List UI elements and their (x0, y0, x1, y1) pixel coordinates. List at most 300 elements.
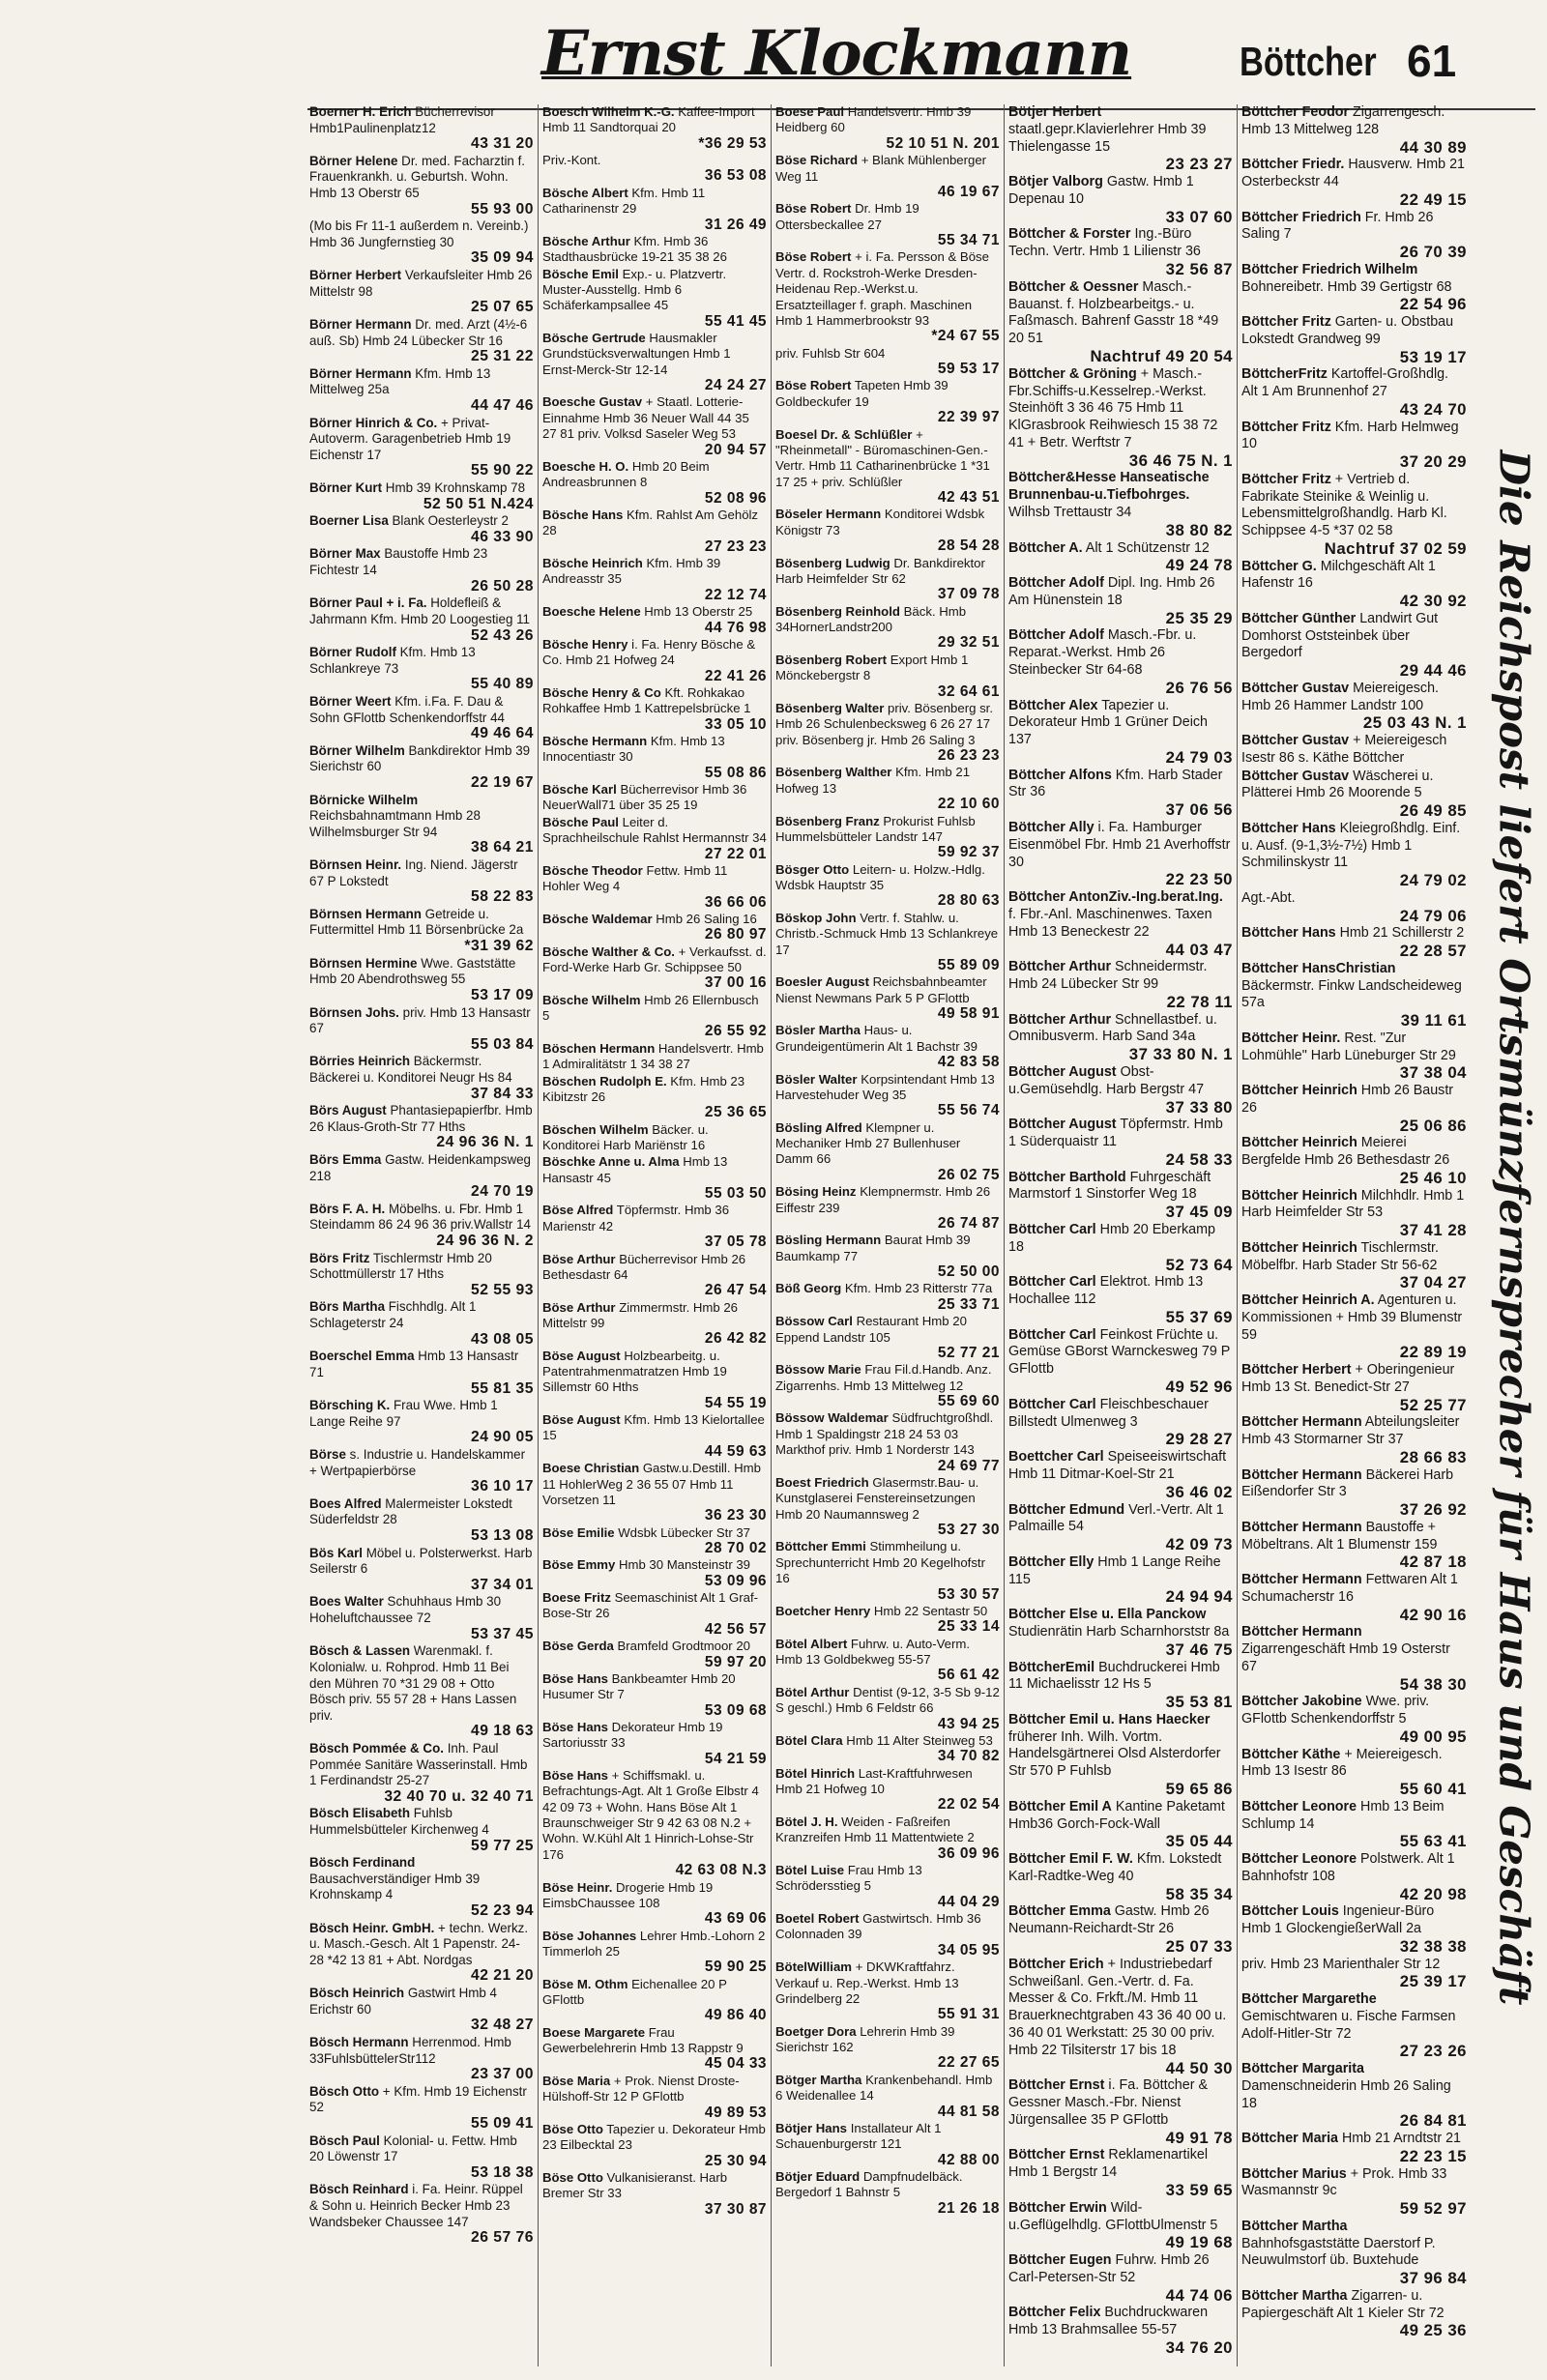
entry-description: Tapezier u. Dekorateur Hmb 23 Eilbecktal 23 (542, 2121, 766, 2153)
entry-name: Böttcher HansChristian (1241, 960, 1396, 976)
entry-phone: 26 50 28 (470, 577, 534, 595)
entry-description: Schneidermstr. Hmb 24 Lübecker Str 99 (1008, 959, 1208, 993)
entry-description: Wäscherei u. Plätterei Hmb 26 Moorende 5 (1241, 768, 1434, 801)
entry-description: Wild-u.Geflügelhdlg. GFlottbUlmenstr 5 (1008, 2199, 1218, 2233)
entry-description: Inh. Paul Pommée Sanitäre Wasserinstall. Hmb 1 Ferdinandstr 25-27 (309, 1740, 528, 1788)
entry-phone: 33 07 60 (1165, 207, 1233, 226)
entry-description: Schuhhaus Hmb 30 Hoheluftchaussee 72 (309, 1594, 502, 1626)
entry-phone: 55 08 86 (704, 764, 767, 781)
entry-phone: 52 50 51 N.424 (423, 495, 534, 512)
directory-entry (1008, 820, 1233, 888)
entry-name: Bötjer Herbert (1008, 104, 1102, 120)
entry-name: Bösenberg Walther (775, 765, 892, 780)
directory-entry (1008, 104, 1233, 173)
directory-column-5 (1238, 104, 1471, 2366)
directory-entry (1241, 472, 1467, 558)
directory-entry (1008, 1449, 1233, 1500)
entry-name: Börner Weert (309, 693, 392, 709)
entry-name: Bösch Elisabeth (309, 1806, 411, 1821)
entry-description: Export Hmb 1 Mönckebergstr 8 (775, 652, 969, 683)
entry-phone: 52 25 77 (1399, 1395, 1467, 1414)
entry-phone: 49 19 68 (1165, 2233, 1233, 2252)
entry-name: Boese Christian (542, 1461, 640, 1476)
entry-name: Böttcher Alfons (1008, 767, 1112, 783)
entry-description: Bramfeld Grodtmoor 20 (617, 1639, 750, 1654)
entry-name: Böttcher Erwin (1008, 2199, 1107, 2216)
entry-phone: 43 69 06 (704, 1910, 767, 1928)
entry-description: Bäckermstr. Finkw Landscheideweg 57a (1241, 977, 1462, 1011)
entry-phone: 25 46 10 (1399, 1168, 1467, 1187)
entry-phone: 59 65 86 (1165, 1780, 1233, 1798)
entry-description: Tapezier u. Dekorateur Hmb 1 Grüner Deich 137 (1008, 697, 1209, 748)
entry-phone: 37 46 75 (1165, 1640, 1233, 1659)
directory-entry (542, 1671, 767, 1719)
entry-phone: 36 66 06 (704, 893, 767, 911)
directory-entry (775, 1184, 1000, 1232)
directory-entry (1241, 262, 1467, 313)
directory-entry (775, 2024, 1000, 2072)
entry-description: Reichsbahnbeamter Nienst Newmans Park 5 P GFlottb (775, 974, 987, 1005)
directory-entry (775, 1281, 1000, 1313)
entry-description: i. Fa. Böttcher & Gessner Masch.-Fbr. Nienst Jürgensallee 35 P GFlottb (1008, 2077, 1209, 2128)
section-heading: Böttcher (1240, 39, 1377, 84)
entry-phone: 32 64 61 (937, 682, 1000, 700)
entry-name: Börs Fritz (309, 1250, 370, 1265)
directory-entry (309, 480, 534, 512)
entry-description: + techn. Werkz. u. Masch.-Gesch. Alt 1 Papenstr. 24-28 *42 13 81 + Abt. Nordgas (309, 1920, 529, 1967)
entry-phone: 25 06 86 (1399, 1116, 1467, 1135)
entry-name: Böttcher Emil A (1008, 1798, 1112, 1814)
entry-name: Bösch Hermann (309, 2034, 409, 2049)
directory-entry (775, 1475, 1000, 1539)
entry-description: Fuhrgeschäft Marmstorf 1 Sinstorfer Weg 18 (1008, 1169, 1211, 1203)
entry-name: Börsching K. (309, 1398, 391, 1413)
entry-description: Bankdirektor Hmb 39 Sierichstr 60 (309, 742, 531, 774)
directory-entry (1008, 1554, 1233, 1606)
entry-phone: 55 60 41 (1399, 1780, 1467, 1798)
entry-description: + Masch.-Fbr.Schiffs-u.Kesselrep.-Werkst. Steinhöft 3 36 46 75 Hmb 11 KlGrasbrook Reihwiesch 15 38 72 41 + Betr. Werftstr 7 (1008, 365, 1218, 450)
entry-description: Bäckermstr. Bäckerei u. Konditorei Neugr Hs 84 (309, 1054, 512, 1085)
directory-entry (309, 1005, 534, 1054)
directory-entry (1008, 1660, 1233, 1711)
entry-phone: Nachtruf 37 02 59 (1324, 538, 1467, 558)
entry-name: Bössow Carl (775, 1314, 853, 1329)
directory-entry (1241, 210, 1467, 261)
entry-name: Böß Georg (775, 1281, 842, 1296)
directory-entry (1241, 2288, 1467, 2339)
entry-name: Böttcher August (1008, 1117, 1117, 1133)
entry-description: Hmb 26 Ellernbusch 5 (542, 992, 759, 1024)
entry-description: Dekorateur Hmb 19 Sartoriusstr 33 (542, 1719, 723, 1751)
entry-description: Kolonial- u. Fettw. Hmb 20 Löwenstr 17 (309, 2133, 517, 2164)
entry-phone: 42 87 18 (1399, 1553, 1467, 1572)
entry-phone: 28 80 63 (937, 892, 1000, 910)
entry-name: Böttcher Carl (1008, 1326, 1096, 1343)
entry-phone: 22 89 19 (1399, 1343, 1467, 1362)
entry-name: Bösenberg Reinhold (775, 603, 900, 619)
entry-description: + Vertrieb d. Fabrikate Steinike & Weinlig u. Lebensmittelgroßhandlg. Harb Kl. Schippsee 4-5 *37 02 58 (1241, 471, 1447, 538)
entry-name: BötelWilliam (775, 1959, 853, 1975)
entry-phone: 42 56 57 (704, 1620, 767, 1638)
entry-description: Obst-u.Gemüsehdlg. Harb Bergstr 47 (1008, 1063, 1205, 1097)
directory-entry (542, 685, 767, 733)
entry-description: Hmb 11 Alter Steinweg 53 (846, 1732, 993, 1748)
entry-phone: Nachtruf 49 20 54 (1090, 346, 1233, 365)
entry-phone: 55 81 35 (470, 1379, 534, 1397)
entry-name: Bösger Otto (775, 861, 850, 877)
entry-description: Möbel u. Polsterwerkst. Harb Seilerstr 6 (309, 1545, 533, 1577)
entry-name: Bösch Heinr. GmbH. (309, 1920, 435, 1935)
entry-name: Böttcher Heinrich (1241, 1239, 1357, 1256)
entry-description: Hmb 13 Hansastr 71 (309, 1349, 519, 1379)
entry-phone: 33 05 10 (704, 715, 767, 733)
directory-entry (309, 1054, 534, 1102)
entry-description: Abteilungsleiter Hmb 43 Stormarner Str 37 (1241, 1414, 1460, 1447)
entry-phone: 44 50 30 (1165, 2058, 1233, 2077)
entry-description: Fettwaren Alt 1 Schumacherstr 16 (1241, 1572, 1458, 1605)
directory-entry (309, 645, 534, 693)
entry-description: Last-Kraftfuhrwesen Hmb 21 Hofweg 10 (775, 1765, 973, 1796)
entry-description: Kfm. Rahlst Am Gehölz 28 (542, 507, 759, 538)
entry-name: Böttcher Heinrich (1241, 1135, 1357, 1151)
entry-name: Böttcher Martha (1241, 2218, 1348, 2234)
entry-phone: 55 09 41 (470, 2114, 534, 2132)
directory-entry (309, 595, 534, 644)
entry-phone: 25 31 22 (470, 348, 534, 365)
entry-description: Dr. Bankdirektor Harb Heimfelder Str 62 (775, 555, 985, 586)
entry-name: Bösche Karl (542, 782, 617, 798)
entry-description: Hmb 13 Hansastr 45 (542, 1154, 728, 1185)
directory-entry (1008, 226, 1233, 277)
entry-name: Bötel Clara (775, 1732, 843, 1748)
directory-entry (1241, 1467, 1467, 1519)
entry-name: Bötjer Eduard (775, 2169, 861, 2184)
entry-name: Bösenberg Ludwig (775, 555, 890, 570)
entry-name: Böse Johannes (542, 1928, 637, 1943)
entry-phone: 37 96 84 (1399, 2269, 1467, 2287)
directory-entry (542, 993, 767, 1040)
entry-phone: 55 03 84 (470, 1035, 534, 1053)
directory-entry (1008, 366, 1233, 470)
entry-phone: 26 55 92 (704, 1023, 767, 1040)
entry-phone: 59 52 97 (1399, 2199, 1467, 2218)
directory-entry (1241, 2219, 1467, 2287)
entry-description: Reklamenartikel Hmb 1 Bergstr 14 (1008, 2147, 1209, 2181)
entry-description: Garten- u. Obstbau Lokstedt Grandweg 99 (1241, 314, 1454, 347)
entry-name: Böttcher G. (1241, 558, 1317, 574)
entry-phone: 37 33 80 N. 1 (1128, 1045, 1233, 1064)
entry-description: Leiter d. Sprachheilschule Rahlst Hermannstr 34 (542, 814, 767, 846)
entry-description: priv. Hmb 13 Hansastr 67 (309, 1004, 531, 1036)
entry-name: Boetel Robert (775, 1911, 860, 1926)
directory-entry (309, 1152, 534, 1201)
entry-name: Böttcher Gustav (1241, 680, 1350, 696)
entry-phone: 25 35 29 (1165, 608, 1233, 627)
entry-name: Böttcher Friedr. (1241, 157, 1345, 173)
entry-description: Kantine Paketamt Hmb36 Gorch-Fock-Wall (1008, 1798, 1225, 1832)
entry-description: Prokurist Fuhlsb Hummelsbütteler Landstr 147 (775, 813, 976, 844)
entry-name: Böse Hans (542, 1670, 608, 1686)
entry-description: Wwe. priv. GFlottb Schenkendorffstr 5 (1241, 1694, 1430, 1727)
directory-entry (1008, 1607, 1233, 1658)
entry-name: Böttcher & Gröning (1008, 365, 1137, 382)
entry-name: Böttcher Leonore (1241, 1851, 1357, 1867)
entry-name: Böttcher Carl (1008, 1274, 1096, 1291)
entry-phone: 22 41 26 (704, 667, 767, 684)
directory-entry (775, 249, 1000, 344)
entry-phone: 53 30 57 (937, 1585, 1000, 1603)
entry-name: Böse M. Othm (542, 1976, 628, 1991)
entry-phone: 42 21 20 (470, 1967, 534, 1985)
entry-phone: 59 97 20 (704, 1653, 767, 1670)
entry-phone: 49 00 95 (1399, 1727, 1467, 1746)
directory-entry (1008, 470, 1233, 538)
entry-phone: 34 70 82 (937, 1748, 1000, 1765)
entry-name: Börner Herbert (309, 268, 402, 283)
directory-entry (775, 427, 1000, 507)
entry-description: Kfm. Hmb 23 Kibitzstr 26 (542, 1073, 745, 1104)
directory-entry (1008, 1222, 1233, 1273)
directory-entry (309, 1921, 534, 1985)
directory-entry (542, 331, 767, 393)
entry-description: Baurat Hmb 39 Baumkamp 77 (775, 1233, 971, 1263)
directory-entry (1008, 174, 1233, 225)
entry-description: Studienrätin Harb Scharnhorststr 8a (1008, 1623, 1230, 1640)
entry-phone: 59 77 25 (470, 1837, 534, 1854)
entry-name: Börner Hermann (309, 365, 412, 381)
entry-name: Böse Robert (775, 201, 852, 217)
entry-phone: 49 58 91 (937, 1005, 1000, 1022)
directory-entry (775, 1733, 1000, 1765)
entry-phone: 24 69 77 (937, 1457, 1000, 1474)
entry-name: Böse Emilie (542, 1524, 615, 1540)
entry-name: Börner Kurt (309, 480, 383, 496)
entry-description: Meierei Bergfelde Hmb 26 Bethesdastr 26 (1241, 1135, 1450, 1168)
entry-phone: 37 34 01 (470, 1576, 534, 1593)
directory-entry (542, 912, 767, 943)
entry-name: Böttcher Herbert (1241, 1362, 1352, 1378)
entry-name: Böse Robert (775, 249, 852, 265)
directory-entry (1008, 1502, 1233, 1553)
entry-description: Fleischbeschauer Billstedt Ulmenweg 3 (1008, 1396, 1209, 1430)
entry-description: + Blank Mühlenberger Weg 11 (775, 153, 987, 184)
entry-name: Bös Karl (309, 1545, 364, 1560)
entry-name: Böttcher Leonore (1241, 1798, 1357, 1814)
page-header (0, 0, 1547, 97)
entry-description: Zigarrengesch. Hmb 13 Mittelweg 128 (1241, 104, 1445, 137)
entry-description: Hmb 20 Beim Andreasbrunnen 8 (542, 458, 710, 490)
entry-description: Klempner u. Mechaniker Hmb 27 Bullenhuser Damm 66 (775, 1119, 961, 1167)
entry-description: Agt.-Abt. (1241, 889, 1296, 906)
entry-name: Börs Martha (309, 1299, 386, 1315)
directory-entry (542, 2170, 767, 2218)
directory-entry (775, 1959, 1000, 2023)
entry-phone: 23 37 00 (470, 2066, 534, 2083)
entry-name: Böttcher Elly (1008, 1553, 1095, 1570)
entry-description: Agenturen u. Kommissionen + Hmb 39 Blumenstr 59 (1241, 1292, 1463, 1343)
directory-entry (309, 154, 534, 218)
directory-entry (1241, 611, 1467, 680)
entry-phone: 22 23 50 (1165, 870, 1233, 889)
entry-name: Bötger Martha (775, 2072, 862, 2087)
entry-name: Böschen Rudolph E. (542, 1073, 667, 1088)
directory-entry (1241, 1572, 1467, 1623)
directory-entry (775, 974, 1000, 1022)
directory-entry (1008, 575, 1233, 626)
entry-description: Korpsintendant Hmb 13 Harvestehuder Weg 35 (775, 1071, 995, 1102)
entry-name: Böttcher Adolf (1008, 627, 1104, 644)
entry-name: Böse Hans (542, 1719, 608, 1734)
directory-entry (1008, 1170, 1233, 1221)
directory-entry (1241, 2061, 1467, 2130)
entry-name: Boettcher Carl (1008, 1449, 1104, 1466)
directory-entry (542, 186, 767, 233)
entry-phone: 53 17 09 (470, 986, 534, 1003)
entry-name: Bösling Hermann (775, 1233, 882, 1248)
entry-name: Bösche Waldemar (542, 911, 653, 926)
entry-name: Böschen Hermann (542, 1040, 656, 1056)
entry-description: Hmb 21 Schillerstr 2 (1339, 925, 1465, 942)
entry-phone: 26 70 39 (1399, 243, 1467, 261)
entry-description: Bohnereibetr. Hmb 39 Gertigstr 68 (1241, 278, 1452, 295)
directory-entry (1241, 681, 1467, 732)
entry-description: Restaurant Hmb 20 Eppend Landstr 105 (775, 1314, 967, 1345)
entry-phone: 56 61 42 (937, 1667, 1000, 1684)
directory-entry (542, 1300, 767, 1348)
entry-name: Böse Richard (775, 153, 859, 168)
entry-name: Bösche Emil (542, 266, 619, 281)
entry-description: + Meiereigesch. Hmb 13 Isestr 86 (1241, 1746, 1443, 1780)
entry-name: Böttcher Alex (1008, 697, 1098, 713)
entry-description: Hausverw. Hmb 21 Osterbeckstr 44 (1241, 157, 1465, 189)
directory-entry (542, 782, 767, 814)
entry-description: Bäck. Hmb 34HornerLandstr200 (775, 603, 967, 634)
entry-name: Bösler Walter (775, 1071, 858, 1087)
directory-entry (542, 1461, 767, 1524)
entry-name: Bösche Walther & Co. (542, 943, 675, 959)
entry-name: Böttcher Friedrich (1241, 209, 1361, 225)
entry-description: Vulkanisieranst. Harb Bremer Str 33 (542, 2170, 728, 2201)
entry-description: Stimmheilung u. Sprechunterricht Hmb 20 Kegelhofstr 16 (775, 1539, 985, 1586)
entry-phone: 21 26 18 (937, 2199, 1000, 2217)
entry-name: Börner Rudolf (309, 645, 396, 660)
entry-phone: 37 09 78 (937, 586, 1000, 603)
directory-entry (1241, 1292, 1467, 1361)
entry-phone: 49 91 78 (1165, 2128, 1233, 2147)
entry-name: Bötel Luise (775, 1862, 845, 1877)
directory-entry (775, 507, 1000, 554)
entry-phone: 37 04 27 (1399, 1273, 1467, 1292)
entry-phone: 42 83 58 (937, 1054, 1000, 1071)
directory-entry (775, 346, 1000, 378)
entry-description: Kaffee-Import Hmb 11 Sandtorquai 20 (542, 104, 755, 135)
entry-phone: 44 74 06 (1165, 2285, 1233, 2305)
entry-phone: 23 23 27 (1165, 155, 1233, 174)
directory-entry (542, 1122, 767, 1154)
entry-description: Fuhrw. Hmb 26 Carl-Petersen-Str 52 (1008, 2252, 1210, 2285)
directory-entry (775, 1637, 1000, 1684)
entry-phone: 53 19 17 (1399, 347, 1467, 366)
entry-name: Börs Emma (309, 1152, 382, 1167)
entry-description: Handelsvertr. Hmb 1 Admiralitätstr 1 34 38 27 (542, 1040, 764, 1072)
entry-phone: 27 22 01 (704, 845, 767, 862)
entry-name: Boesche H. O. (542, 458, 629, 474)
entry-phone: 37 41 28 (1399, 1221, 1467, 1239)
entry-name: Boes Alfred (309, 1495, 382, 1511)
entry-phone: 36 46 02 (1165, 1482, 1233, 1501)
entry-phone: 44 81 58 (937, 2103, 1000, 2120)
entry-phone: 22 28 57 (1399, 942, 1467, 960)
entry-phone: 59 90 25 (704, 1959, 767, 1976)
entry-name: Böttcher Louis (1241, 1903, 1339, 1920)
entry-description: Bankbeamter Hmb 20 Husumer Str 7 (542, 1670, 736, 1702)
directory-entry (1008, 1712, 1233, 1798)
entry-description: Polstwerk. Alt 1 Bahnhofstr 108 (1241, 1851, 1455, 1884)
directory-entry (542, 2074, 767, 2121)
entry-name: Böttcher Arthur (1008, 959, 1112, 975)
entry-name: Böttcher Margarethe (1241, 1991, 1377, 2007)
directory-entry (1008, 1117, 1233, 1168)
entry-name: Böskop John (775, 910, 857, 925)
entry-description: Bücherrevisor Hmb 26 Bethesdastr 64 (542, 1251, 746, 1282)
entry-description: Hmb 13 Beim Schlump 14 (1241, 1798, 1445, 1832)
directory-entry (542, 1041, 767, 1073)
entry-phone: *31 39 62 (464, 938, 534, 955)
entry-description: Verkaufsleiter Hmb 26 Mittelstr 98 (309, 268, 533, 299)
directory-entry (542, 815, 767, 862)
directory-column-2 (539, 104, 772, 2366)
directory-entry (542, 459, 767, 507)
directory-entry (775, 153, 1000, 200)
entry-name: Böttcher Erich (1008, 1956, 1104, 1972)
entry-phone: 54 55 19 (704, 1394, 767, 1411)
entry-phone: 37 06 56 (1165, 800, 1233, 820)
entry-phone: 42 09 73 (1165, 1535, 1233, 1554)
entry-name: Börnsen Hermine (309, 955, 418, 971)
entry-description: Kfm. Hmb 13 Kielortallee 15 (542, 1412, 765, 1443)
directory-entry (309, 2182, 534, 2246)
entry-name: Böttcher Eugen (1008, 2252, 1112, 2269)
entry-phone: 24 79 06 (1399, 906, 1467, 925)
entry-name: Böttcher Heinrich (1241, 1083, 1357, 1098)
directory-entry (309, 1299, 534, 1348)
directory-entry (1008, 1957, 1233, 2076)
entry-phone: 52 08 96 (704, 489, 767, 507)
directory-entry (542, 1154, 767, 1202)
entry-phone: 37 30 87 (704, 2200, 767, 2218)
entry-name: Börner Paul + i. Fa. (309, 595, 427, 611)
directory-entry (1241, 1083, 1467, 1134)
entry-name: Bösche Hans (542, 507, 624, 522)
directory-entry (1241, 821, 1467, 889)
entry-phone: 26 57 76 (470, 2229, 534, 2247)
directory-entry (775, 1604, 1000, 1636)
entry-description: Bausachverständiger Hmb 39 Krohnskamp 4 (309, 1871, 481, 1902)
entry-name: Böse August (542, 1348, 621, 1363)
entry-phone: 38 64 21 (470, 839, 534, 856)
directory-entry (542, 1639, 767, 1670)
entry-description: Milchgeschäft Alt 1 Hafenstr 16 (1241, 558, 1436, 592)
entry-name: Böttcher Gustav (1241, 733, 1350, 748)
entry-description: Lehrerin Hmb 39 Sierichstr 162 (775, 2023, 955, 2054)
entry-name: Böttcher Edmund (1008, 1501, 1125, 1518)
entry-name: Boesch Wilhelm K.-G. (542, 104, 675, 119)
entry-name: Börner Hinrich & Co. (309, 415, 438, 430)
directory-entry (309, 1447, 534, 1495)
directory-entry (1008, 279, 1233, 365)
directory-entry (309, 2133, 534, 2182)
directory-entry (1008, 2305, 1233, 2356)
